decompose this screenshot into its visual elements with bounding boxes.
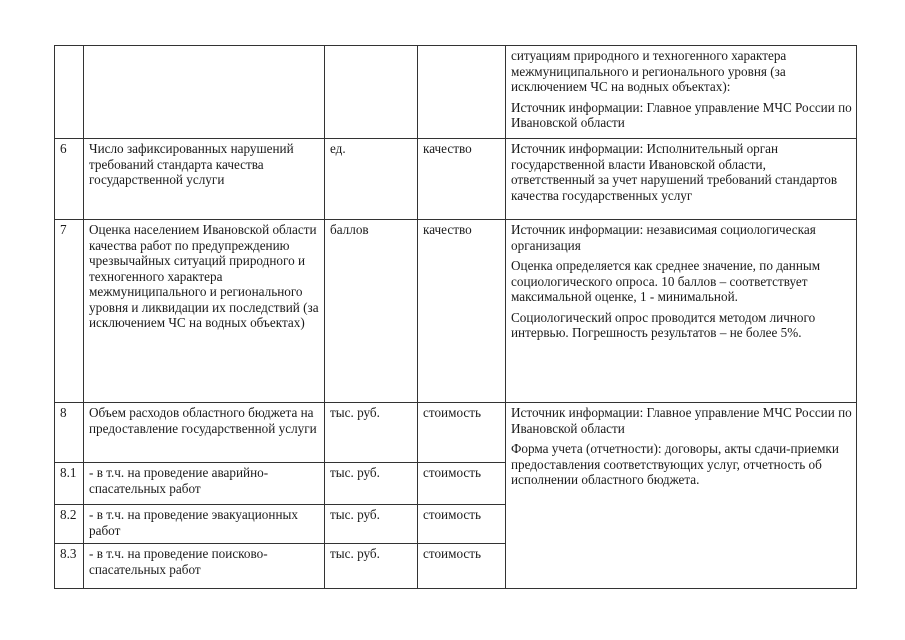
source-cell [506,403,857,589]
source-paragraph: Оценка определяется как среднее значение, по данным социологического опроса. 10 баллов – соответствует максимальной оценке, 1 - минимальной. [511,258,821,304]
name-cell [84,46,325,139]
indicator-name: Оценка населением Ивановской области качества работ по предупреждению чрезвычайных ситуаций природного и техногенного характера межмуниципального и регионального уровня и ликвидации их последствий (за исключением ЧС на водных объектах) [84,220,325,403]
unit: ед. [325,139,418,220]
indicator-name: Объем расходов областного бюджета на предоставление государственной услуги [84,403,325,463]
source-paragraph: ситуациям природного и техногенного характера межмуниципального и регионального уровня (за исключением ЧС на водных объектах): [511,48,787,94]
source-paragraph: Форма учета (отчетности): договоры, акты сдачи-приемки предоставления соответствующих услуг, отчетность об исполнении областного бюджета. [511,441,839,487]
source-paragraph: Источник информации: Главное управление МЧС России по Ивановской области [511,405,852,436]
row-number: 8.3 [55,544,84,589]
unit: тыс. руб. [325,544,418,589]
source-cell [506,220,857,403]
row-number: 6 [55,139,84,220]
indicator-type: стоимость [418,505,506,544]
unit: тыс. руб. [325,505,418,544]
type-cell [418,46,506,139]
source-cell [506,139,857,220]
unit: тыс. руб. [325,463,418,505]
num-cell [55,46,84,139]
source-paragraph: Источник информации: Главное управление МЧС России по Ивановской области [511,99,852,130]
indicator-type: качество [418,139,506,220]
table-row-continuation [55,46,857,139]
indicator-type: стоимость [418,463,506,505]
row-number: 8 [55,403,84,463]
indicator-name: - в т.ч. на проведение аварийно-спасательных работ [84,463,325,505]
unit-cell [325,46,418,139]
indicator-name: - в т.ч. на проведение поисково-спасательных работ [84,544,325,589]
indicators-table [54,45,857,589]
indicator-name: Число зафиксированных нарушений требований стандарта качества государственной услуги [84,139,325,220]
unit: тыс. руб. [325,403,418,463]
row-number: 8.1 [55,463,84,505]
table-row [55,403,857,463]
indicator-type: стоимость [418,403,506,463]
indicator-type: стоимость [418,544,506,589]
table-row [55,220,857,403]
source-paragraph: Социологический опрос проводится методом личного интервью. Погрешность результатов – не более 5%. [511,309,816,340]
table-row [55,139,857,220]
source-cell [506,46,857,139]
indicator-name: - в т.ч. на проведение эвакуационных работ [84,505,325,544]
row-number: 8.2 [55,505,84,544]
source-paragraph: Источник информации: Исполнительный орган государственной власти Ивановской области, ответственный за учет нарушений требований стандартов качества государственных услуг [511,141,838,203]
unit: баллов [325,220,418,403]
indicator-type: качество [418,220,506,403]
source-paragraph: Источник информации: независимая социологическая организация [511,222,816,253]
row-number: 7 [55,220,84,403]
